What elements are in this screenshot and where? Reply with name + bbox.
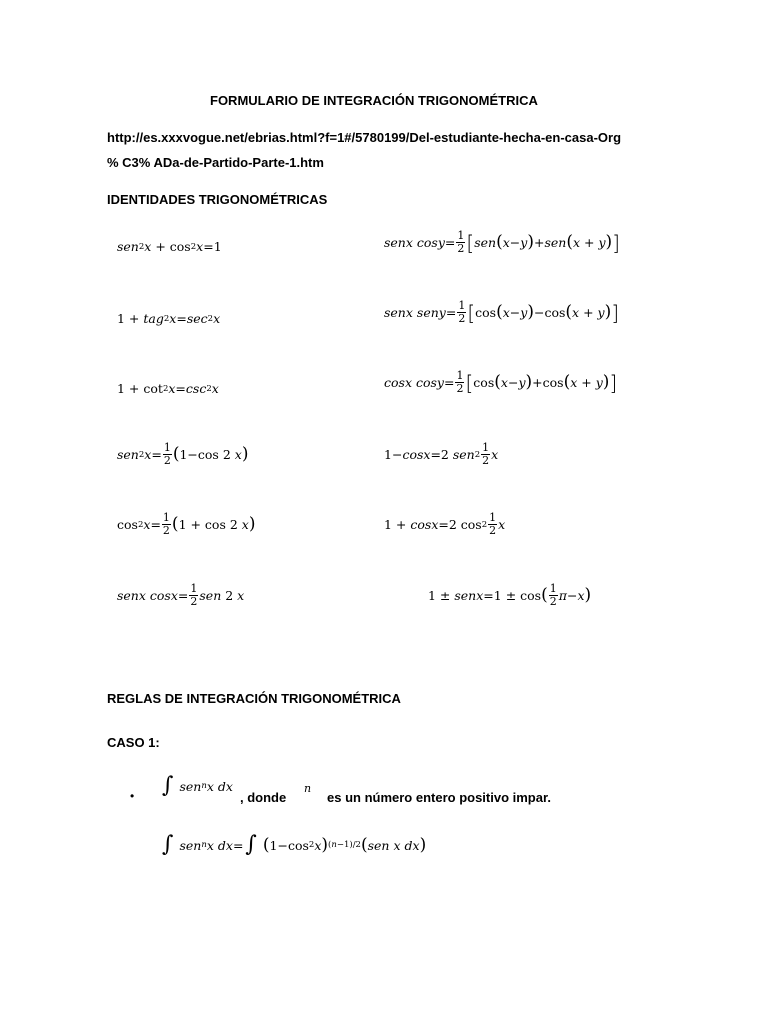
identity-cosx-cosy: cosx cosy = $\frac{1}{2}$ [ cos ( x − y ) +cos ( x + y ) ]	[384, 369, 618, 395]
case-1-text-donde: , donde	[240, 790, 287, 805]
section-heading-integration-rules: REGLAS DE INTEGRACIÓN TRIGONOMÉTRICA	[107, 691, 401, 706]
identity-cot-csc: 1 + cot 2 x = csc 2 x	[117, 381, 219, 396]
identity-senx-seny: senx seny = $\frac{1}{2}$ [ cos ( x − y ) −cos ( x + y ) ]	[384, 299, 620, 325]
integral-sen-n: ∫ sen n x dx	[162, 773, 233, 798]
section-heading-identities: IDENTIDADES TRIGONOMÉTRICAS	[107, 192, 328, 207]
list-bullet: •	[130, 789, 135, 803]
identity-one-plus-minus-sen: 1 ± senx =1 ± cos ( $\frac{1}{2}$ π − x )	[428, 582, 592, 608]
identity-sen-cos-product: senx cosx = $\frac{1}{2}$ sen 2 x	[117, 582, 245, 608]
case-1-text-condition: es un número entero positivo impar.	[327, 790, 551, 805]
document-title: FORMULARIO DE INTEGRACIÓN TRIGONOMÉTRICA	[210, 93, 538, 108]
source-url-line-2[interactable]: % C3% ADa-de-Partido-Parte-1.htm	[107, 155, 324, 170]
identity-pythagorean-sen-cos: sen 2 x + cos 2 x =1	[117, 239, 222, 254]
case-1-heading: CASO 1:	[107, 735, 160, 750]
case-1-variable-n: n	[304, 782, 312, 795]
identity-one-minus-cos: 1− cosx =2 sen 2 $\frac{1}{2}$ x	[384, 441, 499, 467]
identity-senx-cosy: senx cosy = $\frac{1}{2}$ [ sen ( x − y ) + sen ( x + y ) ]	[384, 229, 620, 255]
identity-cos-squared-half-angle: cos 2 x = $\frac{1}{2}$ ( 1 + cos 2 x )	[117, 511, 256, 537]
identity-one-plus-cos: 1 + cosx =2 cos 2 $\frac{1}{2}$ x	[384, 511, 506, 537]
identity-tag-sec: 1 + tag 2 x = sec 2 x	[117, 311, 221, 326]
identity-sen-squared-half-angle: sen 2 x = $\frac{1}{2}$ ( 1−cos 2 x )	[117, 441, 249, 467]
integral-sen-n-expansion: ∫ sen n x dx = ∫ ( 1−cos 2 x ) (n−1)/2 ( sen x dx )	[162, 832, 427, 857]
source-url-line-1[interactable]: http://es.xxxvogue.net/ebrias.html?f=1#/5780199/Del-estudiante-hecha-en-casa-Org	[107, 130, 622, 145]
